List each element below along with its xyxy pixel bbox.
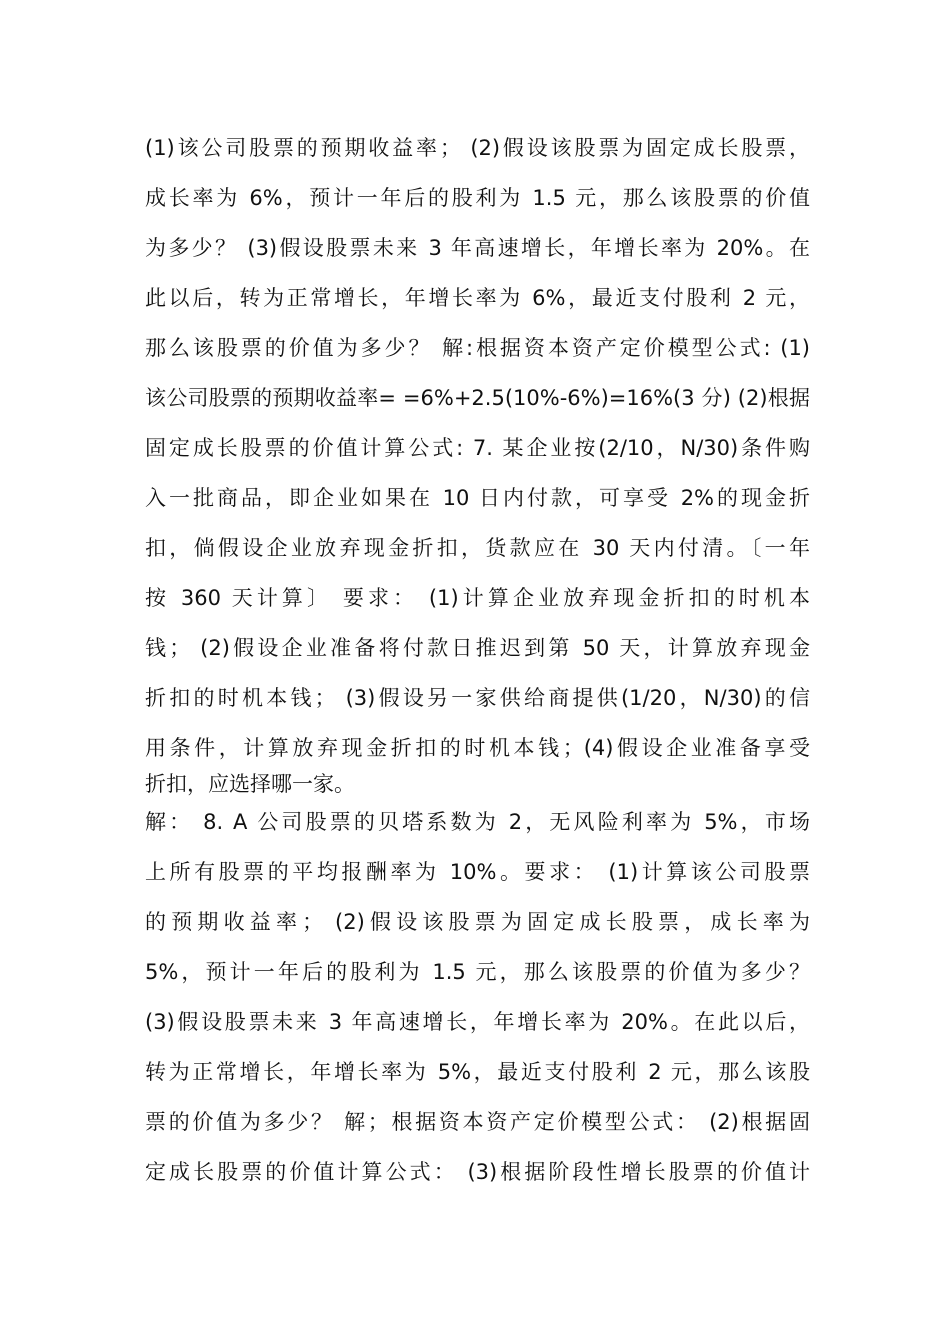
text-line: 该公司股票的预期收益率= =6%+2.5(10%-6%)=16%(3 分) (2)根据 xyxy=(145,386,810,410)
text-line: 钱； (2)假设企业准备将付款日推迟到第 50 天，计算放弃现金 xyxy=(145,636,810,660)
text-line: 那么该股票的价值为多少？ 解:根据资本资产定价模型公式: (1) xyxy=(145,336,810,360)
text-line: (3)假设股票未来 3 年高速增长，年增长率为 20%。在此以后， xyxy=(145,1010,810,1034)
text-line: 转为正常增长，年增长率为 5%，最近支付股利 2 元，那么该股 xyxy=(145,1060,810,1084)
text-line: 成长率为 6%，预计一年后的股利为 1.5 元，那么该股票的价值 xyxy=(145,186,810,210)
text-line: 为多少？ (3)假设股票未来 3 年高速增长，年增长率为 20%。在 xyxy=(145,236,810,260)
text-line: 扣，倘假设企业放弃现金折扣，货款应在 30 天内付清。〔一年 xyxy=(145,536,810,560)
text-line: 解： 8. A 公司股票的贝塔系数为 2，无风险利率为 5%，市场 xyxy=(145,810,810,834)
text-line: 上所有股票的平均报酬率为 10%。要求： (1)计算该公司股票 xyxy=(145,860,810,884)
text-line: (1)该公司股票的预期收益率； (2)假设该股票为固定成长股票， xyxy=(145,136,810,160)
text-line: 固定成长股票的价值计算公式: 7. 某企业按(2/10，N/30)条件购 xyxy=(145,436,810,460)
text-line: 此以后，转为正常增长，年增长率为 6%，最近支付股利 2 元， xyxy=(145,286,810,310)
text-line: 的预期收益率； (2)假设该股票为固定成长股票，成长率为 xyxy=(145,910,810,934)
text-line: 定成长股票的价值计算公式： (3)根据阶段性增长股票的价值计 xyxy=(145,1160,810,1184)
text-line: 按 360 天计算〕 要求： (1)计算企业放弃现金折扣的时机本 xyxy=(145,586,810,610)
text-line: 折扣，应选择哪一家。 xyxy=(145,772,355,796)
text-line: 入一批商品，即企业如果在 10 日内付款，可享受 2%的现金折 xyxy=(145,486,810,510)
text-line: 折扣的时机本钱； (3)假设另一家供给商提供(1/20，N/30)的信 xyxy=(145,686,810,710)
text-line: 用条件，计算放弃现金折扣的时机本钱；(4)假设企业准备享受 xyxy=(145,736,810,760)
text-line: 5%，预计一年后的股利为 1.5 元，那么该股票的价值为多少？ xyxy=(145,960,810,984)
text-line: 票的价值为多少？ 解；根据资本资产定价模型公式： (2)根据固 xyxy=(145,1110,810,1134)
